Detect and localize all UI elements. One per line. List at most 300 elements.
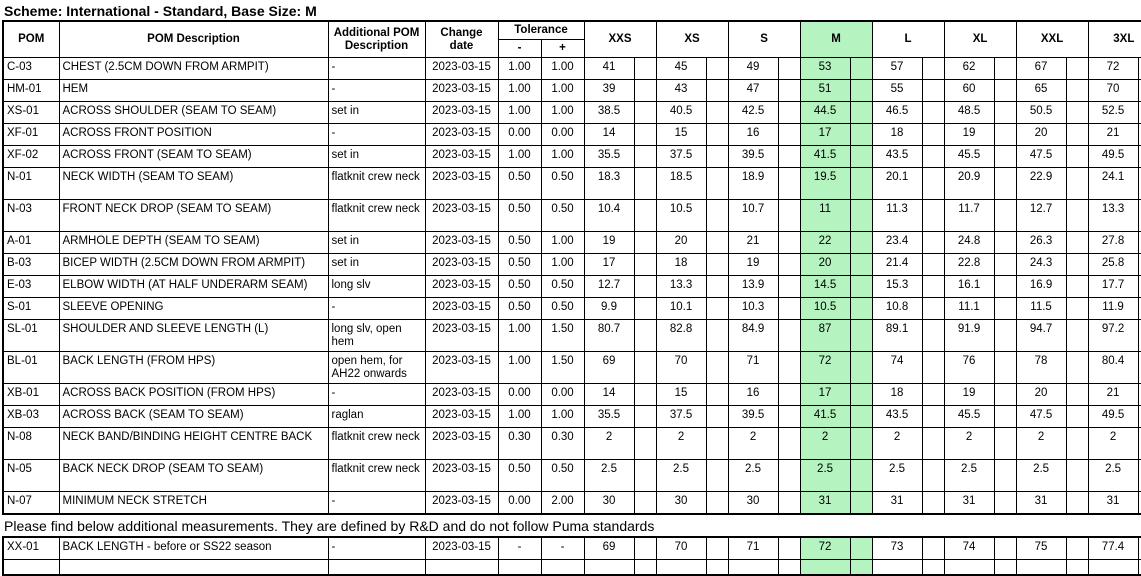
size-spacer-cell-M <box>850 200 872 232</box>
size-value-cell-M: 14.5 <box>800 276 850 298</box>
pom-description-cell: ACROSS FRONT (SEAM TO SEAM) <box>59 146 328 168</box>
size-header-S: S <box>728 21 800 58</box>
tolerance-plus-cell: 0.30 <box>541 428 584 460</box>
size-spacer-cell-S <box>778 384 800 406</box>
additional-description-cell: flatknit crew neck <box>328 460 425 492</box>
additional-description-cell: flatknit crew neck <box>328 168 425 200</box>
additional-description-cell: - <box>328 384 425 406</box>
size-spacer-cell-XS <box>706 168 728 200</box>
pom-description-cell: ACROSS BACK POSITION (FROM HPS) <box>59 384 328 406</box>
size-spacer-cell-XXS <box>634 460 656 492</box>
size-value-cell-XXL: 78 <box>1016 352 1066 384</box>
size-value-cell-XXL: 11.5 <box>1016 298 1066 320</box>
size-value-cell-XL: 45.5 <box>944 146 994 168</box>
size-value-cell-XS: 18 <box>656 254 706 276</box>
pom-description-cell: ACROSS SHOULDER (SEAM TO SEAM) <box>59 102 328 124</box>
size-value-cell-M: 53 <box>800 58 850 80</box>
size-value-cell-3XL: 27.8 <box>1088 232 1138 254</box>
pom-code-cell: N-08 <box>3 428 59 460</box>
size-value-cell-L: 31 <box>872 492 922 515</box>
size-spacer-cell-L <box>922 492 944 515</box>
size-spacer-cell-XXS <box>634 384 656 406</box>
size-spacer-cell-XS <box>706 460 728 492</box>
size-spacer-cell-XL <box>994 254 1016 276</box>
table-header <box>3 21 1141 58</box>
tolerance-plus-cell: 1.00 <box>541 406 584 428</box>
change-date-cell: 2023-03-15 <box>425 254 498 276</box>
size-spacer-cell-XXS <box>634 254 656 276</box>
size-spacer-cell-XXS <box>634 276 656 298</box>
size-header-XS: XS <box>656 21 728 58</box>
size-spacer-cell-XL <box>994 124 1016 146</box>
additional-description-cell: - <box>328 537 425 560</box>
size-value-cell-XXS: 80.7 <box>584 320 634 352</box>
size-spacer-cell-L <box>922 320 944 352</box>
size-value-cell-3XL: 77.4 <box>1088 537 1138 560</box>
size-spacer-cell-S <box>778 146 800 168</box>
tolerance-minus-cell: 0.50 <box>498 460 541 492</box>
size-value-cell-L: 2 <box>872 428 922 460</box>
tolerance-plus-cell: 0.00 <box>541 124 584 146</box>
size-value-cell-M: 51 <box>800 80 850 102</box>
size-spacer-cell-XXS <box>634 492 656 515</box>
size-spacer-cell-XXS <box>634 537 656 560</box>
size-spacer-cell-M <box>850 276 872 298</box>
size-value-cell-XXL: 47.5 <box>1016 146 1066 168</box>
size-spacer-cell-XL <box>994 102 1016 124</box>
col-header-tol-minus: - <box>498 40 541 58</box>
size-value-cell-S: 13.9 <box>728 276 778 298</box>
size-value-cell-L: 20.1 <box>872 168 922 200</box>
size-spacer-cell-S <box>778 168 800 200</box>
size-spacer-cell-L <box>922 406 944 428</box>
tolerance-plus-cell: 1.00 <box>541 146 584 168</box>
pom-code-cell: B-03 <box>3 254 59 276</box>
pom-row-HM-01 <box>3 80 1141 102</box>
pom-description-cell: ARMHOLE DEPTH (SEAM TO SEAM) <box>59 232 328 254</box>
size-value-cell-S: 49 <box>728 58 778 80</box>
size-value-cell-XS: 18.5 <box>656 168 706 200</box>
size-spacer-cell-M <box>850 168 872 200</box>
size-spacer-cell-XL <box>994 58 1016 80</box>
size-spacer-cell-XL <box>994 168 1016 200</box>
size-value-cell-XXL: 31 <box>1016 492 1066 515</box>
size-spacer-cell-S <box>778 200 800 232</box>
partial-row <box>3 560 1141 576</box>
additional-description-cell: - <box>328 298 425 320</box>
size-spacer-cell-L <box>922 124 944 146</box>
change-date-cell: 2023-03-15 <box>425 146 498 168</box>
size-value-cell-L: 73 <box>872 537 922 560</box>
size-value-cell-S: 19 <box>728 254 778 276</box>
pom-row-B-03 <box>3 254 1141 276</box>
size-value-cell-XXL: 20 <box>1016 384 1066 406</box>
pom-description-cell: NECK WIDTH (SEAM TO SEAM) <box>59 168 328 200</box>
size-value-cell-M: 19.5 <box>800 168 850 200</box>
size-spacer-cell-M <box>850 102 872 124</box>
size-spacer-cell-XXL <box>1066 254 1088 276</box>
size-spacer-cell-XS <box>706 428 728 460</box>
size-value-cell-3XL <box>1088 560 1138 576</box>
size-spacer-cell-XXS <box>634 560 656 576</box>
size-spacer-cell-S <box>778 428 800 460</box>
tolerance-minus-cell: 0.50 <box>498 200 541 232</box>
additional-description-cell: - <box>328 492 425 515</box>
size-spacer-cell-S <box>778 298 800 320</box>
size-value-cell-3XL: 21 <box>1088 124 1138 146</box>
size-spacer-cell-XXL <box>1066 232 1088 254</box>
size-spacer-cell-XXL <box>1066 124 1088 146</box>
size-spacer-cell-XL <box>994 560 1016 576</box>
size-value-cell-XXS: 2 <box>584 428 634 460</box>
pom-code-cell: C-03 <box>3 58 59 80</box>
size-value-cell-L: 18 <box>872 384 922 406</box>
size-spacer-cell-XS <box>706 320 728 352</box>
size-value-cell-L: 43.5 <box>872 406 922 428</box>
size-spacer-cell-L <box>922 298 944 320</box>
size-value-cell-XXS: 10.4 <box>584 200 634 232</box>
pom-code-cell: XS-01 <box>3 102 59 124</box>
size-value-cell-L: 43.5 <box>872 146 922 168</box>
change-date-cell: 2023-03-15 <box>425 232 498 254</box>
size-value-cell-XS: 37.5 <box>656 406 706 428</box>
size-value-cell-M: 17 <box>800 124 850 146</box>
size-value-cell-XS: 70 <box>656 352 706 384</box>
size-spacer-cell-XL <box>994 406 1016 428</box>
change-date-cell: 2023-03-15 <box>425 124 498 146</box>
tolerance-plus-cell: 1.00 <box>541 254 584 276</box>
size-spacer-cell-XXL <box>1066 146 1088 168</box>
size-spacer-cell-L <box>922 58 944 80</box>
size-value-cell-XXS: 17 <box>584 254 634 276</box>
size-spacer-cell-S <box>778 232 800 254</box>
size-value-cell-S: 71 <box>728 537 778 560</box>
size-spacer-cell-L <box>922 232 944 254</box>
tolerance-plus-cell: 1.00 <box>541 232 584 254</box>
change-date-cell <box>425 560 498 576</box>
size-value-cell-S: 71 <box>728 352 778 384</box>
size-value-cell-XXL: 24.3 <box>1016 254 1066 276</box>
pom-row-N-01 <box>3 168 1141 200</box>
size-value-cell-XL: 19 <box>944 124 994 146</box>
size-spacer-cell-S <box>778 560 800 576</box>
size-spacer-cell-L <box>922 460 944 492</box>
size-value-cell-XS: 10.1 <box>656 298 706 320</box>
size-spacer-cell-XXS <box>634 124 656 146</box>
size-value-cell-XXL: 75 <box>1016 537 1066 560</box>
tolerance-plus-cell: 0.50 <box>541 298 584 320</box>
size-spacer-cell-XL <box>994 320 1016 352</box>
size-value-cell-L: 89.1 <box>872 320 922 352</box>
size-spacer-cell-XXS <box>634 232 656 254</box>
size-spacer-cell-M <box>850 406 872 428</box>
size-value-cell-XL: 24.8 <box>944 232 994 254</box>
size-value-cell-XXL: 50.5 <box>1016 102 1066 124</box>
tolerance-plus-cell: 1.00 <box>541 102 584 124</box>
size-value-cell-XS: 37.5 <box>656 146 706 168</box>
additional-description-cell <box>328 560 425 576</box>
size-value-cell-S: 39.5 <box>728 406 778 428</box>
size-spacer-cell-XS <box>706 560 728 576</box>
pom-description-cell: NECK BAND/BINDING HEIGHT CENTRE BACK <box>59 428 328 460</box>
size-value-cell-S: 42.5 <box>728 102 778 124</box>
pom-code-cell: N-07 <box>3 492 59 515</box>
pom-row-XB-01 <box>3 384 1141 406</box>
size-spacer-cell-XXS <box>634 406 656 428</box>
size-value-cell-XL: 11.7 <box>944 200 994 232</box>
pom-row-N-05 <box>3 460 1141 492</box>
size-value-cell-XS: 2.5 <box>656 460 706 492</box>
size-value-cell-XL: 22.8 <box>944 254 994 276</box>
additional-description-cell: set in <box>328 254 425 276</box>
size-spacer-cell-XXL <box>1066 352 1088 384</box>
pom-description-cell: ELBOW WIDTH (AT HALF UNDERARM SEAM) <box>59 276 328 298</box>
tolerance-plus-cell: 0.50 <box>541 276 584 298</box>
size-value-cell-XS: 15 <box>656 124 706 146</box>
pom-code-cell: XB-01 <box>3 384 59 406</box>
size-spacer-cell-S <box>778 102 800 124</box>
pom-row-N-03 <box>3 200 1141 232</box>
size-value-cell-S: 2 <box>728 428 778 460</box>
additional-description-cell: long slv <box>328 276 425 298</box>
size-spacer-cell-XXL <box>1066 537 1088 560</box>
pom-description-cell: FRONT NECK DROP (SEAM TO SEAM) <box>59 200 328 232</box>
tolerance-minus-cell: 0.00 <box>498 124 541 146</box>
size-value-cell-XL: 20.9 <box>944 168 994 200</box>
size-value-cell-M: 41.5 <box>800 146 850 168</box>
size-value-cell-S: 21 <box>728 232 778 254</box>
tolerance-plus-cell: 1.00 <box>541 58 584 80</box>
pom-row-BL-01 <box>3 352 1141 384</box>
size-header-3XL: 3XL <box>1088 21 1141 58</box>
size-value-cell-M <box>800 560 850 576</box>
size-spacer-cell-M <box>850 460 872 492</box>
size-value-cell-L: 74 <box>872 352 922 384</box>
additional-description-cell: set in <box>328 102 425 124</box>
pom-code-cell: N-03 <box>3 200 59 232</box>
tolerance-plus-cell <box>541 560 584 576</box>
size-spacer-cell-S <box>778 406 800 428</box>
change-date-cell: 2023-03-15 <box>425 320 498 352</box>
pom-code-cell: BL-01 <box>3 352 59 384</box>
col-header-tolerance: Tolerance <box>498 21 584 40</box>
pom-code-cell: N-01 <box>3 168 59 200</box>
pom-row-XX-01 <box>3 537 1141 560</box>
tolerance-minus-cell: 1.00 <box>498 352 541 384</box>
size-value-cell-XS: 2 <box>656 428 706 460</box>
size-value-cell-3XL: 2.5 <box>1088 460 1138 492</box>
size-spacer-cell-M <box>850 58 872 80</box>
size-value-cell-3XL: 31 <box>1088 492 1138 515</box>
size-spacer-cell-XXS <box>634 352 656 384</box>
pom-row-XB-03 <box>3 406 1141 428</box>
size-spacer-cell-L <box>922 276 944 298</box>
tolerance-minus-cell: - <box>498 537 541 560</box>
size-spacer-cell-M <box>850 492 872 515</box>
pom-description-cell <box>59 560 328 576</box>
size-spacer-cell-L <box>922 146 944 168</box>
tolerance-plus-cell: 0.00 <box>541 384 584 406</box>
size-spacer-cell-XXL <box>1066 102 1088 124</box>
additional-description-cell: - <box>328 80 425 102</box>
additional-description-cell: - <box>328 58 425 80</box>
size-value-cell-L: 2.5 <box>872 460 922 492</box>
size-spacer-cell-M <box>850 320 872 352</box>
additional-table-body <box>3 537 1141 575</box>
tolerance-minus-cell: 0.50 <box>498 276 541 298</box>
size-value-cell-XXS: 9.9 <box>584 298 634 320</box>
change-date-cell: 2023-03-15 <box>425 276 498 298</box>
size-value-cell-XS: 15 <box>656 384 706 406</box>
size-spacer-cell-XXS <box>634 298 656 320</box>
size-spacer-cell-S <box>778 276 800 298</box>
size-value-cell-L: 55 <box>872 80 922 102</box>
size-header-XL: XL <box>944 21 1016 58</box>
change-date-cell: 2023-03-15 <box>425 352 498 384</box>
size-value-cell-M: 22 <box>800 232 850 254</box>
size-value-cell-3XL: 72 <box>1088 58 1138 80</box>
pom-row-XF-02 <box>3 146 1141 168</box>
size-spacer-cell-L <box>922 102 944 124</box>
pom-row-N-08 <box>3 428 1141 460</box>
size-spacer-cell-L <box>922 200 944 232</box>
size-value-cell-XL: 48.5 <box>944 102 994 124</box>
size-spacer-cell-M <box>850 146 872 168</box>
size-spacer-cell-XS <box>706 146 728 168</box>
change-date-cell: 2023-03-15 <box>425 200 498 232</box>
size-value-cell-3XL: 2 <box>1088 428 1138 460</box>
size-value-cell-S: 47 <box>728 80 778 102</box>
col-header-tol-plus: + <box>541 40 584 58</box>
tolerance-minus-cell: 0.30 <box>498 428 541 460</box>
size-value-cell-XXL: 16.9 <box>1016 276 1066 298</box>
size-spacer-cell-S <box>778 537 800 560</box>
size-value-cell-L: 46.5 <box>872 102 922 124</box>
size-spacer-cell-L <box>922 168 944 200</box>
size-value-cell-S: 39.5 <box>728 146 778 168</box>
pom-code-cell: HM-01 <box>3 80 59 102</box>
size-spacer-cell-S <box>778 320 800 352</box>
size-spacer-cell-XXL <box>1066 276 1088 298</box>
size-spacer-cell-L <box>922 428 944 460</box>
size-spacer-cell-XS <box>706 276 728 298</box>
change-date-cell: 2023-03-15 <box>425 492 498 515</box>
size-value-cell-XL: 31 <box>944 492 994 515</box>
pom-description-cell: CHEST (2.5CM DOWN FROM ARMPIT) <box>59 58 328 80</box>
size-header-M: M <box>800 21 872 58</box>
size-value-cell-XXL: 12.7 <box>1016 200 1066 232</box>
size-value-cell-XL: 91.9 <box>944 320 994 352</box>
size-value-cell-XL <box>944 560 994 576</box>
change-date-cell: 2023-03-15 <box>425 102 498 124</box>
size-value-cell-XXL: 20 <box>1016 124 1066 146</box>
change-date-cell: 2023-03-15 <box>425 428 498 460</box>
size-value-cell-L: 23.4 <box>872 232 922 254</box>
size-value-cell-3XL: 11.9 <box>1088 298 1138 320</box>
size-value-cell-XXL <box>1016 560 1066 576</box>
tolerance-plus-cell: - <box>541 537 584 560</box>
size-spacer-cell-XL <box>994 492 1016 515</box>
size-value-cell-XL: 45.5 <box>944 406 994 428</box>
size-value-cell-XXS: 41 <box>584 58 634 80</box>
table-body <box>3 58 1141 515</box>
size-spacer-cell-XS <box>706 200 728 232</box>
size-value-cell-XXS: 14 <box>584 384 634 406</box>
pom-code-cell: A-01 <box>3 232 59 254</box>
size-spacer-cell-XS <box>706 298 728 320</box>
tolerance-minus-cell: 1.00 <box>498 80 541 102</box>
size-spacer-cell-XXS <box>634 80 656 102</box>
change-date-cell: 2023-03-15 <box>425 406 498 428</box>
size-value-cell-S: 10.3 <box>728 298 778 320</box>
tolerance-plus-cell: 2.00 <box>541 492 584 515</box>
size-spacer-cell-XXL <box>1066 406 1088 428</box>
col-header-change-date: Change date <box>425 21 498 58</box>
size-value-cell-XXS: 12.7 <box>584 276 634 298</box>
size-spacer-cell-XXS <box>634 320 656 352</box>
tolerance-minus-cell: 1.00 <box>498 406 541 428</box>
size-spacer-cell-XL <box>994 537 1016 560</box>
size-spacer-cell-L <box>922 80 944 102</box>
size-spacer-cell-XS <box>706 58 728 80</box>
size-spacer-cell-XXL <box>1066 168 1088 200</box>
size-spacer-cell-XXS <box>634 102 656 124</box>
size-value-cell-L: 10.8 <box>872 298 922 320</box>
col-header-additional: Additional POM Description <box>328 21 425 58</box>
size-value-cell-3XL: 17.7 <box>1088 276 1138 298</box>
size-spacer-cell-S <box>778 352 800 384</box>
pom-code-cell: E-03 <box>3 276 59 298</box>
size-spacer-cell-L <box>922 254 944 276</box>
size-spacer-cell-XS <box>706 254 728 276</box>
size-header-XXL: XXL <box>1016 21 1088 58</box>
size-spacer-cell-XXS <box>634 428 656 460</box>
size-spacer-cell-XL <box>994 200 1016 232</box>
size-value-cell-3XL: 24.1 <box>1088 168 1138 200</box>
change-date-cell: 2023-03-15 <box>425 58 498 80</box>
pom-row-S-01 <box>3 298 1141 320</box>
size-spacer-cell-XS <box>706 352 728 384</box>
tolerance-plus-cell: 0.50 <box>541 460 584 492</box>
size-value-cell-XS: 43 <box>656 80 706 102</box>
pom-row-A-01 <box>3 232 1141 254</box>
size-spacer-cell-M <box>850 352 872 384</box>
pom-row-SL-01 <box>3 320 1141 352</box>
size-value-cell-S: 2.5 <box>728 460 778 492</box>
additional-description-cell: set in <box>328 146 425 168</box>
size-value-cell-M: 31 <box>800 492 850 515</box>
pom-description-cell: BACK NECK DROP (SEAM TO SEAM) <box>59 460 328 492</box>
measurement-table <box>2 20 1141 515</box>
size-value-cell-L: 18 <box>872 124 922 146</box>
size-spacer-cell-XXS <box>634 200 656 232</box>
size-spacer-cell-S <box>778 492 800 515</box>
size-spacer-cell-XXL <box>1066 320 1088 352</box>
pom-row-XF-01 <box>3 124 1141 146</box>
size-spacer-cell-L <box>922 537 944 560</box>
size-value-cell-XXL: 26.3 <box>1016 232 1066 254</box>
size-value-cell-XXS: 30 <box>584 492 634 515</box>
tolerance-minus-cell: 1.00 <box>498 102 541 124</box>
tolerance-plus-cell: 1.00 <box>541 80 584 102</box>
pom-code-cell: SL-01 <box>3 320 59 352</box>
pom-description-cell: ACROSS FRONT POSITION <box>59 124 328 146</box>
additional-description-cell: set in <box>328 232 425 254</box>
size-value-cell-M: 20 <box>800 254 850 276</box>
size-spacer-cell-XXL <box>1066 492 1088 515</box>
size-spacer-cell-XS <box>706 124 728 146</box>
size-value-cell-XXS: 69 <box>584 537 634 560</box>
